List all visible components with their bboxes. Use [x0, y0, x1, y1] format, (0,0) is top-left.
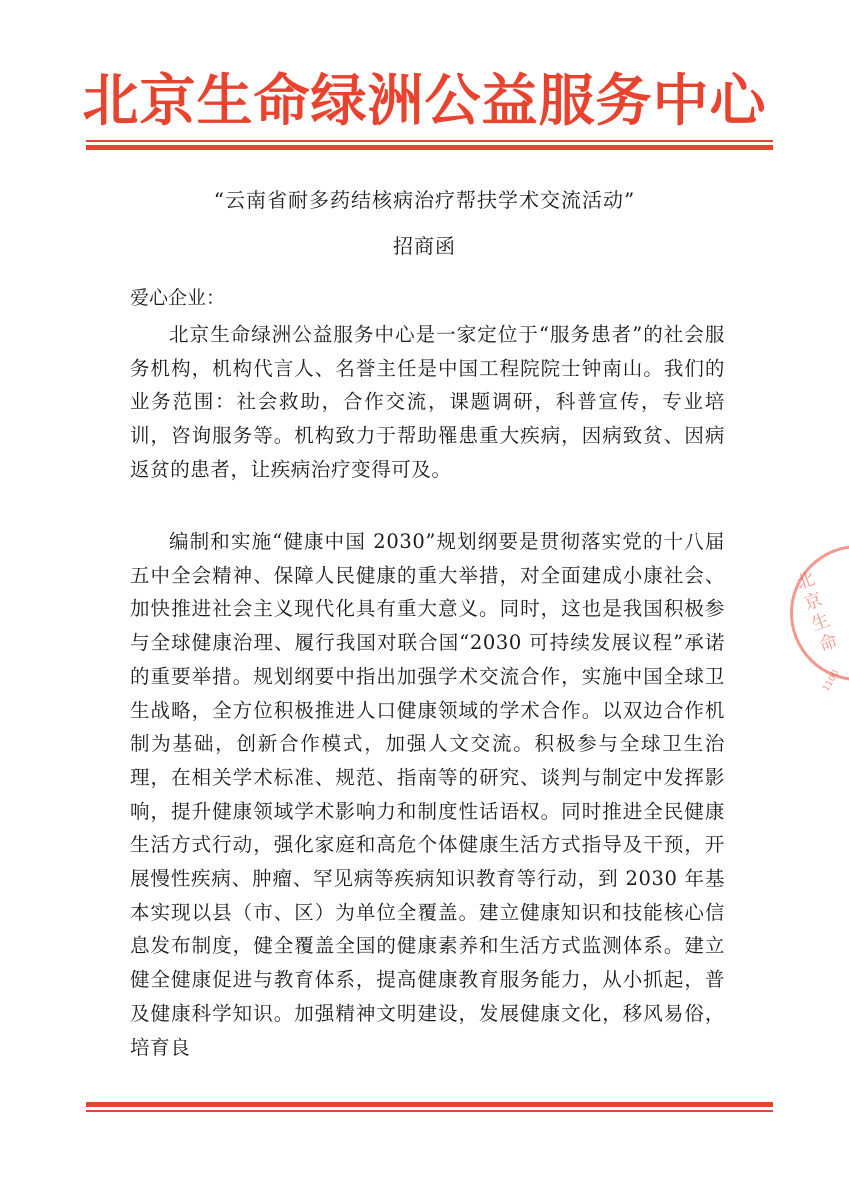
paragraph-intro: 北京生命绿洲公益服务中心是一家定位于“服务患者”的社会服务机构，机构代言人、名誉主任是中国工程院院士钟南山。我们的业务范围：社会救助，合作交流，课题调研，科普宣传，专业培训，咨询服务等。机构致力于帮助罹患重大疾病，因病致贫、因病返贫的患者，让疾病治疗变得可及。 [130, 323, 725, 481]
seal-number: 1100 [821, 668, 842, 694]
salutation: 爱心企业： [130, 287, 226, 309]
seal-text: 北京生命 [793, 568, 841, 657]
header-rule-bottom [86, 145, 773, 150]
header-rule-top [86, 140, 773, 142]
footer-rule-top [86, 1102, 773, 1107]
footer-rule-bottom [86, 1110, 773, 1112]
document-title: “云南省耐多药结核病治疗帮扶学术交流活动” [213, 188, 636, 212]
paragraph-policy: 编制和实施“健康中国 2030”规划纲要是贯彻落实党的十八届五中全会精神、保障人民健康的重大举措，对全面建成小康社会、加快推进社会主义现代化具有重大意义。同时，这也是我国积极参与全球健康治理、履行我国对联合国“2030 可持续发展议程”承诺的重要举措。规划纲要中指出加强学术交流合作，实施中国全球卫生战略，全方位积极推进人口健康领域的学术合作。以双边合作机制为基础，创新合作模式，加强人文交流。积极参与全球卫生治理，在相关学术标准、规范、指南等的研究、谈判与制定中发挥影响，提升健康领域学术影响力和制度性话语权。同时推进全民健康生活方式行动，强化家庭和高危个体健康生活方式指导及干预，开展慢性疾病、肿瘤、罕见病等疾病知识教育等行动，到 2030 年基本实现以县（市、区）为单位全覆盖。建立健康知识和技能核心信息发布制度，健全覆盖全国的健康素养和生活方式监测体系。建立健全健康促进与教育体系，提高健康教育服务能力，从小抓起，普及健康科学知识。加强精神文明建设，发展健康文化，移风易俗，培育良 [130, 530, 725, 1059]
document-subtitle: 招商函 [393, 234, 456, 258]
organization-name: 北京生命绿洲公益服务中心 [82, 69, 767, 134]
